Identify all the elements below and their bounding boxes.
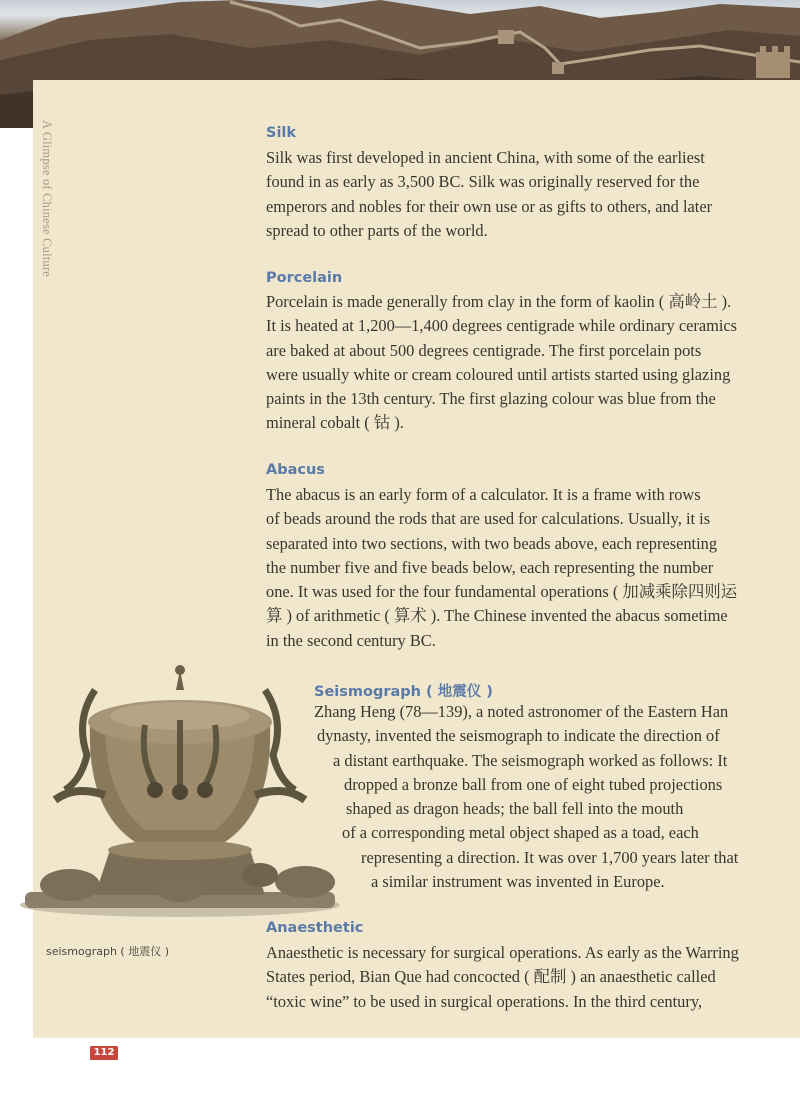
silk-heading: Silk	[266, 125, 297, 141]
abacus-paragraph	[266, 483, 766, 653]
seismograph-heading: Seismograph ( 地震仪 )	[314, 684, 493, 700]
anaesthetic-heading: Anaesthetic	[266, 920, 364, 936]
text-line: Zhang Heng (78—139), a noted astronomer of the Eastern Han	[314, 702, 729, 721]
text-line: emperors and nobles for their own use or as gifts to others, and later	[266, 196, 713, 216]
text-line: shaped as dragon heads; the ball fell into the mouth	[346, 799, 684, 819]
text-line: It is heated at 1,200—1,400 degrees centigrade while ordinary ceramics	[266, 316, 738, 336]
text-line: Porcelain is made generally from clay in the form of kaolin ( 高岭土 ).	[266, 292, 732, 311]
porcelain-heading: Porcelain	[266, 270, 343, 286]
text-line: mineral cobalt ( 钴 ).	[266, 413, 404, 433]
side-title-text: A Glimpse of Chinese Culture	[40, 120, 54, 277]
text-line: one. It was used for the four fundamental operations ( 加减乘除四则运	[266, 582, 738, 602]
text-line: The abacus is an early form of a calculator. It is a frame with rows	[266, 485, 701, 504]
text-line: States period, Bian Que had concocted ( 配制 ) an anaesthetic called	[266, 967, 716, 987]
text-line: found in as early as 3,500 BC. Silk was originally reserved for the	[266, 172, 700, 192]
text-line: the number five and five beads below, each representing the number	[266, 557, 714, 577]
text-line: paints in the 13th century. The first glazing colour was blue from the	[266, 389, 716, 409]
anaesthetic-paragraph	[266, 941, 766, 1014]
porcelain-paragraph	[266, 290, 766, 436]
text-line: dropped a bronze ball from one of eight tubed projections	[344, 774, 723, 794]
silk-paragraph	[266, 146, 766, 243]
seismograph-image	[15, 660, 345, 920]
text-line: separated into two sections, with two beads above, each representing	[266, 533, 718, 553]
text-line: were usually white or cream coloured until artists started using glazing	[266, 364, 731, 384]
text-line: Silk was first developed in ancient China, with some of the earliest	[266, 148, 705, 167]
text-line: in the second century BC.	[266, 630, 436, 650]
text-line: spread to other parts of the world.	[266, 220, 488, 240]
text-line: “toxic wine” to be used in surgical operations. In the third century,	[266, 991, 703, 1011]
abacus-heading: Abacus	[266, 462, 325, 478]
text-line: representing a direction. It was over 1,700 years later that	[361, 847, 739, 867]
text-line: Anaesthetic is necessary for surgical operations. As early as the Warring	[266, 943, 739, 962]
text-line: a similar instrument was invented in Europe.	[371, 872, 665, 892]
text-line: dynasty, invented the seismograph to indicate the direction of	[317, 726, 720, 746]
page-number-badge: 112	[90, 1046, 118, 1060]
text-line: 算 ) of arithmetic ( 算术 ). The Chinese invented the abacus sometime	[266, 606, 728, 626]
seismograph-caption: seismograph ( 地震仪 )	[46, 945, 170, 958]
text-line: a distant earthquake. The seismograph worked as follows: It	[333, 750, 728, 770]
text-line: of beads around the rods that are used for calculations. Usually, it is	[266, 509, 711, 529]
seismograph-paragraph	[314, 700, 764, 894]
text-line: are baked at about 500 degrees centigrade. The first porcelain pots	[266, 340, 702, 360]
text-line: of a corresponding metal object shaped as a toad, each	[342, 823, 699, 843]
side-running-title	[40, 120, 56, 320]
